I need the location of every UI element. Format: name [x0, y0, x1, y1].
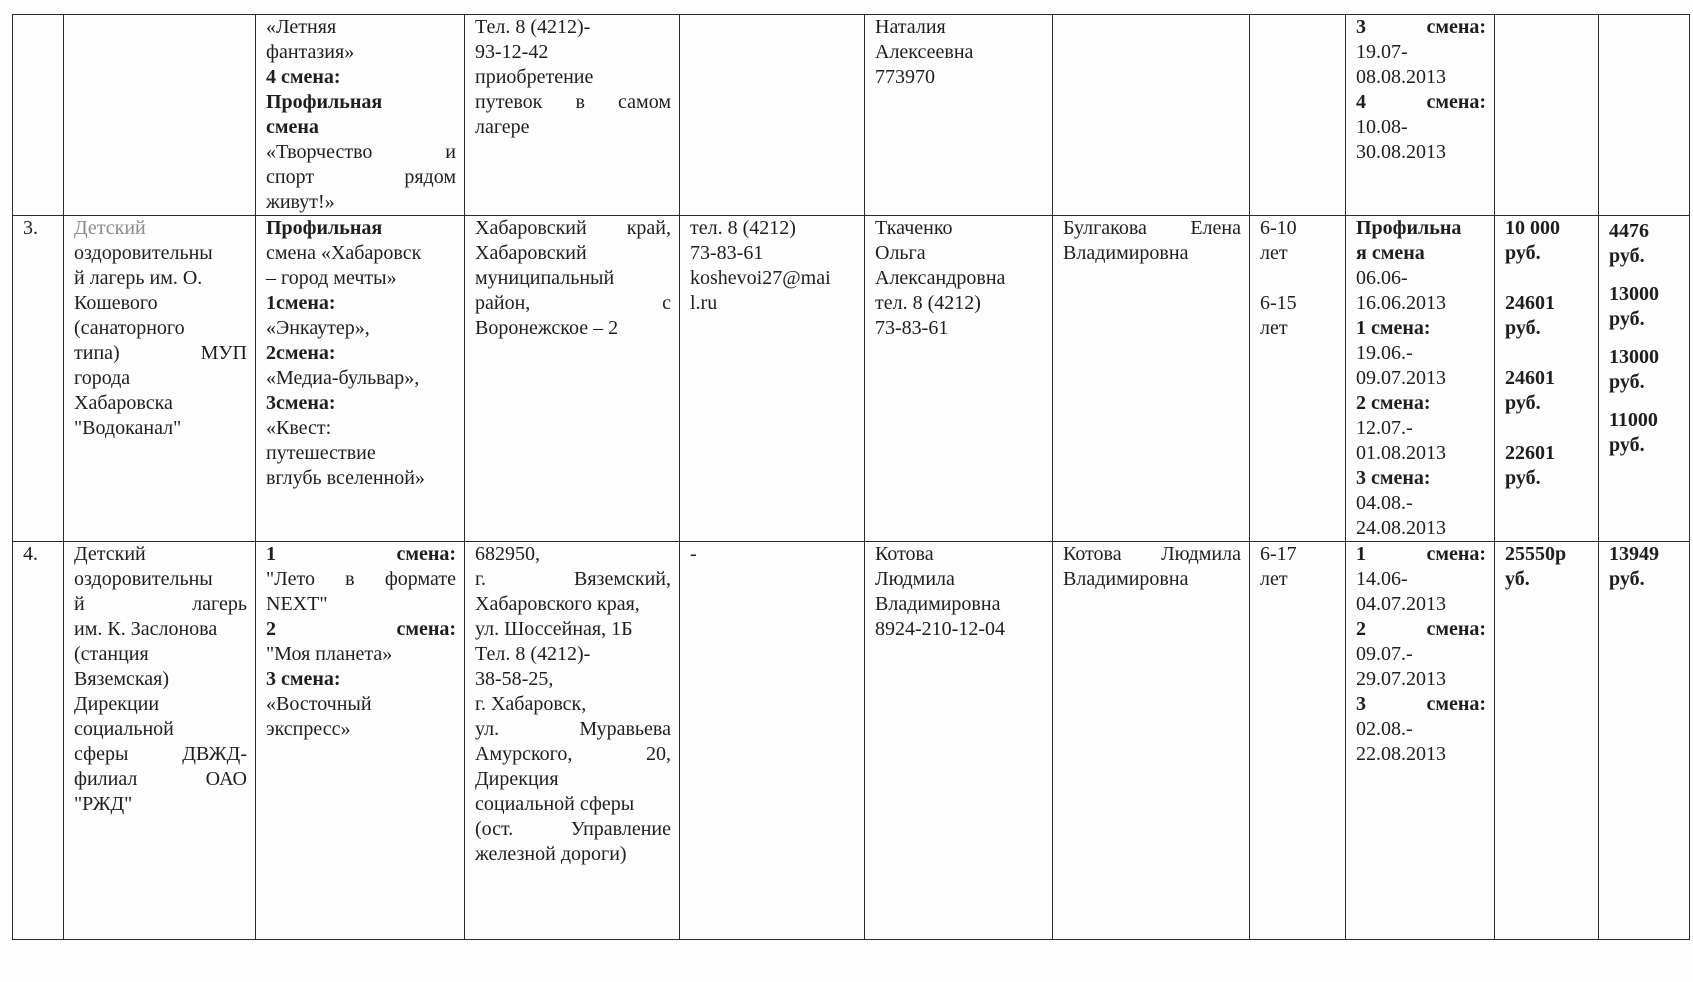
cell-line: Владимировна	[1063, 242, 1189, 264]
cell-line: (станция	[74, 643, 149, 665]
cell-line: смена	[266, 116, 319, 138]
cell-line: социальной сферы	[475, 793, 635, 815]
cell-price	[1599, 216, 1690, 542]
cell-address	[465, 216, 680, 542]
cell-line: 3 смена:	[1356, 16, 1486, 38]
cell-line: оздоровительны	[74, 242, 213, 264]
cell-line: руб.	[1609, 568, 1645, 590]
cell-line: Тел. 8 (4212)-	[475, 643, 591, 665]
cell-line: 3смена:	[266, 392, 336, 414]
cell-cost	[1495, 542, 1599, 940]
cell-line: «Летняя	[266, 16, 337, 38]
cell-dates	[1346, 15, 1495, 216]
cell-line: 04.08.-	[1356, 492, 1413, 514]
cell-line: г. Хабаровск,	[475, 693, 587, 715]
cell-line: Владимировна	[1063, 568, 1189, 590]
cell-line: 2 смена:	[266, 618, 456, 640]
cell-line: Вяземская)	[74, 668, 169, 690]
cell-manager	[1053, 216, 1250, 542]
cell-line: города	[74, 367, 131, 389]
cell-line: Ольга	[875, 242, 926, 264]
cell-line: 3 смена:	[1356, 693, 1486, 715]
cell-contact	[680, 542, 865, 940]
cell-line: руб.	[1609, 434, 1645, 456]
cell-line: живут!»	[266, 191, 335, 213]
line-gap	[1505, 416, 1590, 441]
cell-line	[1260, 266, 1337, 291]
cell-line: путевок в самом	[475, 91, 671, 113]
cell-price	[1599, 15, 1690, 216]
cell-line: Хабаровский	[475, 242, 587, 264]
cell-line: 4 смена:	[1356, 91, 1486, 113]
cell-line: Дирекция	[475, 768, 559, 790]
cell-line: 08.08.2013	[1356, 66, 1446, 88]
cell-line: 14.06-	[1356, 568, 1408, 590]
cell-line: 2 смена:	[1356, 618, 1486, 640]
cell-line: 38-58-25,	[475, 668, 554, 690]
cell-line: Хабаровска	[74, 392, 173, 414]
cell-line: 4 смена:	[266, 66, 341, 88]
cell-line: 1 смена:	[1356, 543, 1486, 565]
cell-manager	[1053, 542, 1250, 940]
cell-line: Хабаровский край,	[475, 217, 671, 239]
cell-line: лет	[1260, 242, 1288, 264]
cell-line: 73-83-61	[690, 242, 764, 264]
cell-line: Амурского, 20,	[475, 743, 671, 765]
cell-line: 6-15	[1260, 292, 1297, 314]
cell-line: "Водоканал"	[74, 417, 182, 439]
line-gap	[1609, 395, 1681, 408]
cell-line: 16.06.2013	[1356, 292, 1446, 314]
cell-line: 6-17	[1260, 543, 1297, 565]
cell-line: социальной	[74, 718, 174, 740]
cell-line: им. К. Заслонова	[74, 618, 218, 640]
cell-line: "Лето в формате	[266, 568, 456, 590]
cell-name	[64, 542, 256, 940]
cell-director	[865, 15, 1053, 216]
cell-line: (санаторного	[74, 317, 185, 339]
cell-line: муниципальный	[475, 267, 615, 289]
cell-line: ул. Шоссейная, 1Б	[475, 618, 633, 640]
cell-line: 10 000	[1505, 217, 1560, 239]
cell-line: 24601	[1505, 367, 1555, 389]
cell-line: «Медиа-бульвар»,	[266, 367, 420, 389]
cell-contact	[680, 216, 865, 542]
cell-line: 1смена:	[266, 292, 336, 314]
table-row	[13, 216, 1690, 542]
cell-line: лагере	[475, 116, 530, 138]
table-row	[13, 15, 1690, 216]
cell-line: Тел. 8 (4212)-	[475, 16, 591, 38]
camps-table	[12, 14, 1690, 940]
cell-line: 24601	[1505, 292, 1555, 314]
cell-line: 13000	[1609, 346, 1659, 368]
cell-cost	[1495, 15, 1599, 216]
cell-price	[1599, 542, 1690, 940]
cell-line: оздоровительны	[74, 568, 213, 590]
cell-line: «Восточный	[266, 693, 372, 715]
cell-line: 13000	[1609, 283, 1659, 305]
cell-line: 09.07.-	[1356, 643, 1413, 665]
cell-line: тел. 8 (4212)	[690, 217, 796, 239]
cell-line: 19.06.-	[1356, 342, 1413, 364]
cell-line: 8924-210-12-04	[875, 618, 1005, 640]
cell-line: Ткаченко	[875, 217, 953, 239]
cell-line: Булгакова Елена	[1063, 217, 1241, 239]
cell-line: 06.06-	[1356, 267, 1408, 289]
cell-line: 30.08.2013	[1356, 141, 1446, 163]
cell-line: 01.08.2013	[1356, 442, 1446, 464]
cell-manager	[1053, 15, 1250, 216]
cell-line: 04.07.2013	[1356, 593, 1446, 615]
cell-line: «Творчество и	[266, 141, 456, 163]
cell-line: 22601	[1505, 442, 1555, 464]
cell-line: koshevoi27@mai	[690, 267, 831, 289]
cell-name	[64, 15, 256, 216]
cell-director	[865, 216, 1053, 542]
cell-line: руб.	[1505, 467, 1541, 489]
cell-line: l.ru	[690, 292, 718, 314]
cell-line: 6-10	[1260, 217, 1297, 239]
cell-ages	[1250, 15, 1346, 216]
cell-line: 25550р	[1505, 543, 1567, 565]
line-gap	[1609, 332, 1681, 345]
cell-ages	[1250, 216, 1346, 542]
cell-line: 22.08.2013	[1356, 743, 1446, 765]
cell-program	[256, 542, 465, 940]
cell-line: 682950,	[475, 543, 540, 565]
cell-line: 11000	[1609, 409, 1658, 431]
cell-line: 93-12-42	[475, 41, 549, 63]
cell-line: – город мечты»	[266, 267, 397, 289]
cell-line: руб.	[1505, 317, 1541, 339]
cell-line: уб.	[1505, 568, 1530, 590]
cell-line: -	[690, 543, 697, 565]
cell-line: Хабаровского края,	[475, 593, 640, 615]
cell-line: «Энкаутер»,	[266, 317, 370, 339]
cell-line: 3 смена:	[266, 668, 341, 690]
cell-line: 1 смена:	[266, 543, 456, 565]
line-gap	[1505, 266, 1590, 291]
row-number: 3.	[23, 217, 38, 239]
cell-line: приобретение	[475, 66, 594, 88]
cell-line: 12.07.-	[1356, 417, 1413, 439]
cell-line: 19.07-	[1356, 41, 1408, 63]
cell-contact	[680, 15, 865, 216]
cell-line: Детский	[74, 217, 146, 239]
cell-line: руб.	[1609, 245, 1645, 267]
cell-line: 24.08.2013	[1356, 517, 1446, 539]
cell-line: Людмила	[875, 568, 955, 590]
cell-line: г. Вяземский,	[475, 568, 671, 590]
cell-line: й лагерь	[74, 593, 247, 615]
cell-line: Дирекции	[74, 693, 160, 715]
cell-line: Профильная	[266, 91, 383, 113]
cell-line: NEXT"	[266, 593, 328, 615]
cell-line: руб.	[1609, 308, 1645, 330]
cell-line: 09.07.2013	[1356, 367, 1446, 389]
cell-director	[865, 542, 1053, 940]
cell-line: 02.08.-	[1356, 718, 1413, 740]
cell-program	[256, 15, 465, 216]
cell-num	[13, 15, 64, 216]
cell-line: 1 смена:	[1356, 317, 1431, 339]
cell-program	[256, 216, 465, 542]
cell-line: "РЖД"	[74, 793, 133, 815]
cell-line: район, с	[475, 292, 671, 314]
cell-line: тел. 8 (4212)	[875, 292, 981, 314]
cell-line: "Моя планета»	[266, 643, 393, 665]
cell-line: 3 смена:	[1356, 467, 1431, 489]
cell-line: Детский	[74, 543, 146, 565]
cell-line: Кошевого	[74, 292, 158, 314]
cell-line: лет	[1260, 568, 1288, 590]
cell-line: й лагерь им. О.	[74, 267, 203, 289]
cell-line: руб.	[1505, 242, 1541, 264]
cell-line: «Квест:	[266, 417, 332, 439]
cell-line: 4476	[1609, 220, 1649, 242]
cell-line: экспресс»	[266, 718, 351, 740]
cell-line: смена «Хабаровск	[266, 242, 422, 264]
cell-address	[465, 542, 680, 940]
cell-line: фантазия»	[266, 41, 355, 63]
cell-cost	[1495, 216, 1599, 542]
cell-line: спорт рядом	[266, 166, 456, 188]
cell-line: 29.07.2013	[1356, 668, 1446, 690]
cell-line: Алексеевна	[875, 41, 974, 63]
cell-line: железной дороги)	[475, 843, 627, 865]
cell-line: 2смена:	[266, 342, 336, 364]
cell-line: путешествие	[266, 442, 376, 464]
cell-line: типа) МУП	[74, 342, 247, 364]
cell-line: Александровна	[875, 267, 1006, 289]
cell-line: Котова Людмила	[1063, 543, 1241, 565]
cell-line: 773970	[875, 66, 935, 88]
cell-dates	[1346, 216, 1495, 542]
cell-line: (ост. Управление	[475, 818, 671, 840]
cell-line: вглубь вселенной»	[266, 467, 425, 489]
line-gap	[1609, 269, 1681, 282]
cell-line: ул. Муравьева	[475, 718, 671, 740]
cell-name	[64, 216, 256, 542]
cell-line: лет	[1260, 317, 1288, 339]
cell-line: Котова	[875, 543, 934, 565]
cell-num	[13, 542, 64, 940]
cell-ages	[1250, 542, 1346, 940]
cell-line: Владимировна	[875, 593, 1001, 615]
cell-line: сферы ДВЖД-	[74, 743, 247, 765]
cell-line: 2 смена:	[1356, 392, 1431, 414]
cell-dates	[1346, 542, 1495, 940]
cell-address	[465, 15, 680, 216]
cell-line: я смена	[1356, 242, 1425, 264]
cell-line: руб.	[1609, 371, 1645, 393]
cell-line: 10.08-	[1356, 116, 1408, 138]
cell-line: Профильна	[1356, 217, 1462, 239]
cell-num	[13, 216, 64, 542]
cell-line: 73-83-61	[875, 317, 949, 339]
cell-line: 13949	[1609, 543, 1659, 565]
cell-line: руб.	[1505, 392, 1541, 414]
cell-line: филиал ОАО	[74, 768, 247, 790]
line-gap	[1505, 341, 1590, 366]
table-row	[13, 542, 1690, 940]
cell-line: Наталия	[875, 16, 946, 38]
cell-line: Профильная	[266, 217, 383, 239]
row-number: 4.	[23, 543, 38, 565]
cell-line: Воронежское – 2	[475, 317, 619, 339]
